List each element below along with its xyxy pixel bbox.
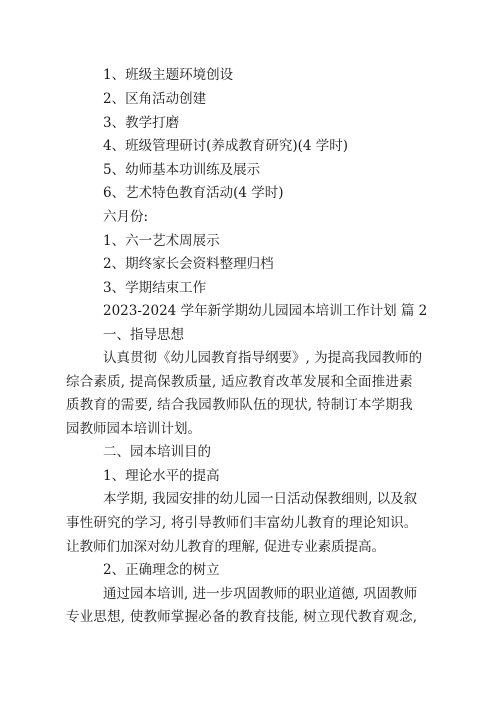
list-item: 6、艺术特色教育活动(4 学时)	[103, 185, 284, 201]
list-item: 1、班级主题环境创设	[103, 67, 234, 83]
paragraph-line: 本学期, 我园安排的幼儿园一日活动保教细则, 以及叙	[103, 491, 418, 507]
list-item: 3、学期结束工作	[103, 280, 207, 296]
heading-training-purpose: 二、园本培训目的	[103, 444, 211, 460]
paragraph-line: 通过园本培训, 进一步巩固教师的职业道德, 巩固教师	[103, 586, 418, 602]
list-item: 1、六一艺术周展示	[103, 233, 220, 249]
subheading-theory: 1、理论水平的提高	[103, 468, 220, 484]
list-item: 3、教学打磨	[103, 115, 180, 131]
paragraph-line: 事性研究的学习, 将引导教师们丰富幼儿教育的理论知识。	[66, 515, 418, 531]
list-item: 4、班级管理研讨(养成教育研究)(4 学时)	[103, 138, 349, 154]
paragraph-line: 认真贯彻《幼儿园教育指导纲要》, 为提高我园教师的	[103, 350, 423, 366]
paragraph-line: 让教师们加深对幼儿教育的理解, 促进专业素质提高。	[66, 539, 386, 555]
heading-guiding-thought: 一、指导思想	[103, 327, 184, 343]
section-title: 2023-2024 学年新学期幼儿园园本培训工作计划 篇 2	[103, 303, 428, 319]
paragraph-line: 质教育的需要, 结合我园教师队伍的现状, 特制订本学期我	[66, 397, 413, 413]
paragraph-line: 综合素质, 提高保教质量, 适应教育改革发展和全面推进素	[66, 374, 413, 390]
list-item: 2、期终家长会资料整理归档	[103, 256, 274, 272]
paragraph-line: 园教师园本培训计划。	[66, 421, 201, 437]
list-item: 2、区角活动创建	[103, 91, 207, 107]
subheading-concept: 2、正确理念的树立	[103, 562, 220, 578]
june-heading: 六月份:	[103, 209, 149, 225]
paragraph-line: 专业思想, 使教师掌握必备的教育技能, 树立现代教育观念,	[66, 609, 418, 625]
list-item: 5、幼师基本功训练及展示	[103, 162, 261, 178]
